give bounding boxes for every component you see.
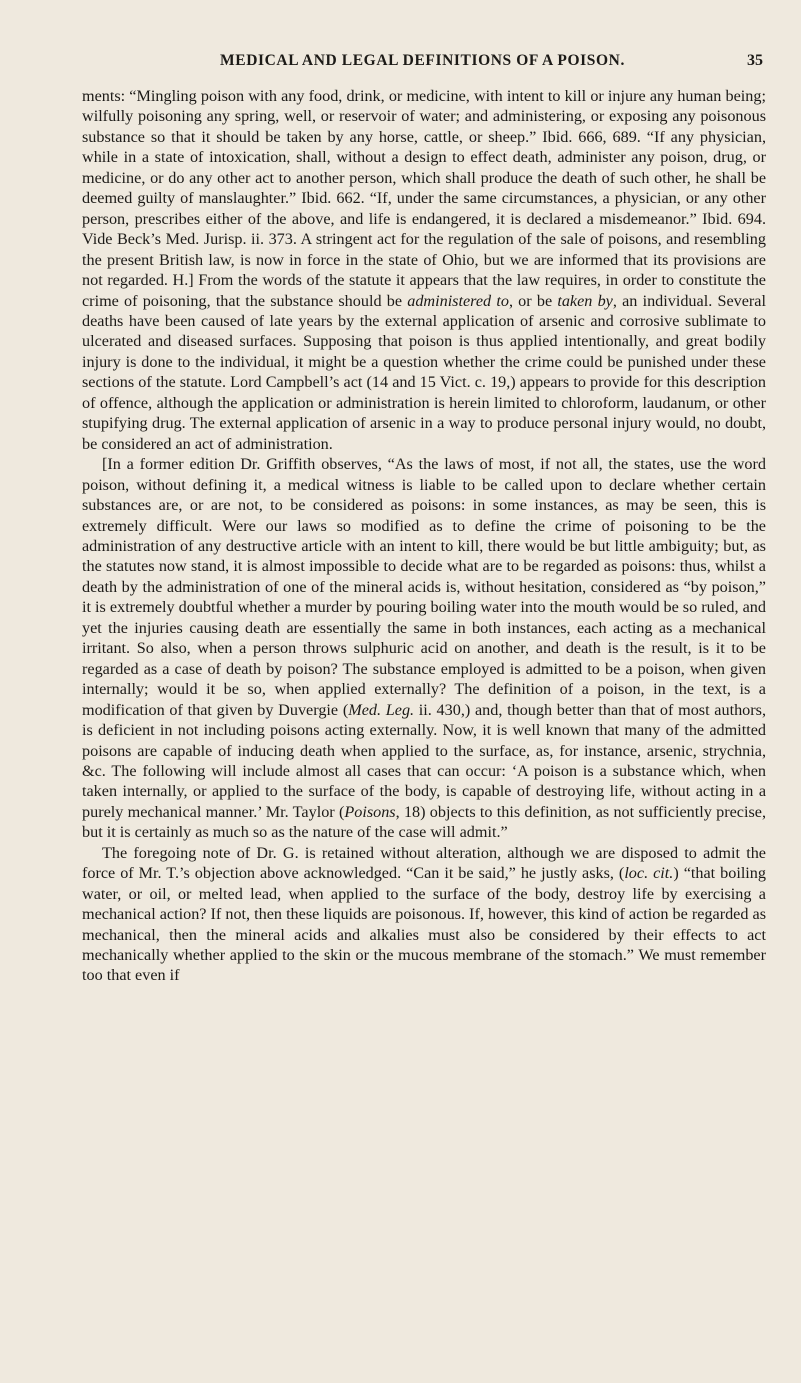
italic-citation: Med. Leg. bbox=[348, 700, 415, 719]
paragraph-griffith-note bbox=[82, 454, 766, 843]
italic-citation: Poisons bbox=[344, 802, 396, 821]
page-number: 35 bbox=[747, 52, 763, 69]
text-span: ments: “Mingling poison with any food, drink, or medicine, with intent to kill or injure any human being; wilfully poisoning any spring, well, or reservoir of water; and administering, or exposing any poisonous substance so that it should be taken by any horse, cattle, or sheep.” Ibid. 666, 689. “If any physician, while in a state of intoxication, shall, without a design to effect death, administer any poison, drug, or medicine, or do any other act to another person, which shall produce the death of such other, he shall be deemed guilty of manslaughter.” Ibid. 662. “If, under the same circumstances, a physician, or any other person, prescribes either of the above, and life is endangered, it is declared a misdemeanor.” Ibid. 694. Vide Beck’s Med. Jurisp. ii. 373. A stringent act for the regulation of the sale of poisons, and resembling the present British law, is now in force in the state of Ohio, but we are informed that its provisions are not regarded. H.] From the words of the statute it appears that the law requires, in order to constitute the crime of poisoning, that the substance should be bbox=[82, 87, 766, 310]
text-span: , or be bbox=[508, 291, 558, 310]
italic-phrase: administered to bbox=[407, 291, 509, 310]
text-span: ) “that boiling water, or oil, or melted lead, when applied to the surface of the body, destroy life by exercising a mechanical action? If not, then these liquids are poisonous. If, however, this kind of action be regarded as mechanical, then the mineral acids and alkalies must also be considered by their effects to act mechanically whether applied to the skin or the mucous membrane of the stomach.” We must remember too that even if bbox=[82, 864, 766, 985]
text-span: ii. 430,) and, though better than that of most authors, is deficient in not including poisons acting externally. Now, it is well known that many of the admitted poisons are capable of inducing death when applied to the surface, as, for instance, arsenic, strychnia, &c. The following will include almost all cases that can occur: ‘A poison is a substance which, when taken internally, or applied to the surface of the body, is capable of destroying life, without acting in a purely mechanical manner.’ Mr. Taylor ( bbox=[82, 700, 767, 821]
running-header bbox=[82, 52, 763, 74]
text-span: [In a former edition Dr. Griffith observes, “As the laws of most, if not all, the states, use the word poison, without defining it, a medical witness is liable to be called upon to declare whether certain substances are, or are not, to be considered as poisons: in some instances, as may be seen, this is extremely difficult. Were our laws so modified as to define the crime of poisoning to be the administration of any destructive article with an intent to kill, there would be but little ambiguity; but, as the statutes now stand, it is almost impossible to decide what are to be regarded as poisons: thus, whilst a death by the administration of one of the mineral acids is, without hesitation, considered as “by poison,” it is extremely doubtful whether a murder by pouring boiling water into the mouth would be so ruled, and yet the injuries causing death are essentially the same in both instances, each acting as a mechanical irritant. So also, when a person throws sulphuric acid on another, and death is the result, is it to be regarded as a case of death by poison? The substance employed is admitted to be a poison, when given internally; would it be so, when applied externally? The definition of a poison, in the text, is a modification of that given by Duvergie ( bbox=[82, 455, 766, 719]
text-span: , an individual. Several deaths have been caused of late years by the external application of arsenic and corrosive sublimate to ulcerated and diseased surfaces. Supposing that poison is thus applied intentionally, and great bodily injury is done to the individual, it might be a question whether the crime could be punished under these sections of the statute. Lord Campbell’s act (14 and 15 Vict. c. 19,) appears to provide for this description of offence, although the application or administration is herein limited to chloroform, laudanum, or other stupifying drug. The external application of arsenic in a way to produce personal injury would, no doubt, be considered an act of administration. bbox=[82, 291, 766, 453]
paragraph-foregoing-note bbox=[82, 843, 766, 986]
body-text bbox=[82, 86, 766, 986]
text-span: The foregoing note of Dr. G. is retained without alteration, although we are disposed to admit the force of Mr. T.’s objection above acknowledged. “Can it be said,” he justly asks, ( bbox=[82, 843, 766, 883]
italic-phrase: taken by bbox=[557, 291, 613, 310]
text-span: , 18) objects to this definition, as not sufficiently precise, but it is certainly as much so as the nature of the case will admit.” bbox=[82, 802, 766, 842]
italic-citation: loc. cit. bbox=[624, 864, 674, 883]
running-title: MEDICAL AND LEGAL DEFINITIONS OF A POISON. bbox=[220, 52, 625, 69]
paragraph-statutes bbox=[82, 86, 766, 454]
